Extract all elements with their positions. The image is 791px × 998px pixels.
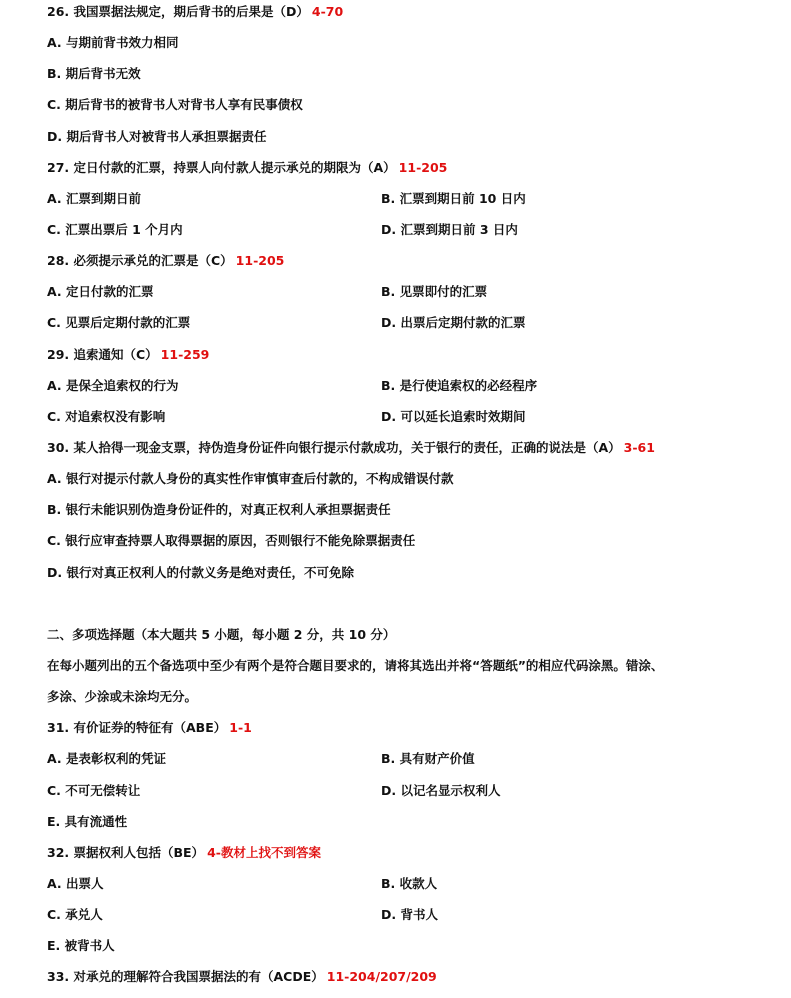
answer-reference: 4-教材上找不到答案 (207, 844, 321, 860)
option: C. 对追索权没有影响 (47, 408, 166, 424)
option: B. 见票即付的汇票 (381, 284, 488, 300)
option: B. 期后背书无效 (47, 66, 141, 82)
option: B. 银行未能识别伪造身份证件的，对真正权利人承担票据责任 (47, 502, 391, 518)
option: C. 期后背书的被背书人对背书人享有民事债权 (47, 97, 303, 113)
option: A. 汇票到期日前 (47, 190, 142, 206)
option: A. 出票人 (47, 875, 104, 891)
option: C. 银行应审查持票人取得票据的原因，否则银行不能免除票据责任 (47, 533, 416, 549)
option: C. 不可无偿转让 (47, 782, 141, 798)
question-stem: 27. 定日付款的汇票，持票人向付款人提示承兑的期限为（A） (47, 159, 396, 175)
option: D. 以记名显示权利人 (381, 782, 501, 798)
option-row (47, 899, 791, 930)
option: B. 汇票到期日前 10 日内 (381, 190, 526, 206)
answer-reference: 4-70 (311, 4, 344, 19)
option: A. 与期前背书效力相同 (47, 35, 179, 51)
option: C. 见票后定期付款的汇票 (47, 315, 191, 331)
option-row (47, 743, 791, 774)
answer-reference: 11-205 (398, 159, 448, 175)
option: D. 可以延长追索时效期间 (381, 408, 526, 424)
option: E. 被背书人 (47, 938, 115, 954)
question-stem: 29. 追索通知（C） (47, 346, 158, 362)
question-stem: 28. 必须提示承兑的汇票是（C） (47, 253, 233, 269)
option: D. 背书人 (381, 907, 438, 923)
question-stem: 30. 某人拾得一现金支票，持伪造身份证件向银行提示付款成功，关于银行的责任，正确的说法是（A） (47, 439, 621, 455)
answer-reference: 11-204/207/209 (326, 969, 437, 985)
spacer (47, 588, 791, 619)
question-26 (47, 0, 791, 27)
question-27 (47, 152, 791, 183)
option: D. 出票后定期付款的汇票 (381, 315, 526, 331)
question-33 (47, 961, 791, 992)
answer-reference: 11-259 (160, 346, 210, 362)
question-stem: 32. 票据权利人包括（BE） (47, 844, 205, 860)
question-stem: 33. 对承兑的理解符合我国票据法的有（ACDE） (47, 969, 324, 985)
option-row (47, 868, 791, 899)
option-row (47, 775, 791, 806)
option: B. 收款人 (381, 875, 438, 891)
option: D. 银行对真正权利人的付款义务是绝对责任，不可免除 (47, 564, 354, 580)
option: A. 定日付款的汇票 (47, 284, 154, 300)
answer-reference: 1-1 (229, 720, 252, 736)
option-row (47, 307, 791, 338)
answer-reference: 11-205 (235, 253, 285, 269)
question-31 (47, 712, 791, 743)
option: D. 期后背书人对被背书人承担票据责任 (47, 128, 267, 144)
question-29 (47, 339, 791, 370)
section-instructions: 多涂、少涂或未涂均无分。 (47, 689, 198, 705)
question-stem: 26. 我国票据法规定，期后背书的后果是（D） (47, 4, 309, 19)
option: A. 是保全追索权的行为 (47, 377, 179, 393)
option: C. 承兑人 (47, 907, 103, 923)
option: D. 汇票到期日前 3 日内 (381, 221, 518, 237)
option: C. 汇票出票后 1 个月内 (47, 221, 183, 237)
option: A. 银行对提示付款人身份的真实性作审慎审查后付款的，不构成错误付款 (47, 471, 454, 487)
option: B. 是行使追索权的必经程序 (381, 377, 538, 393)
option: A. 是表彰权利的凭证 (47, 751, 167, 767)
option: B. 具有财产价值 (381, 751, 475, 767)
option: E. 具有流通性 (47, 813, 128, 829)
question-stem: 31. 有价证券的特征有（ABE） (47, 720, 227, 736)
option-row (47, 370, 791, 401)
option-row (47, 183, 791, 214)
answer-reference: 3-61 (623, 439, 655, 455)
section-instructions: 在每小题列出的五个备选项中至少有两个是符合题目要求的，请将其选出并将“答题纸”的相应代码涂黑。错涂、 (47, 657, 664, 673)
question-30 (47, 432, 791, 463)
option-row (47, 276, 791, 307)
option-row (47, 401, 791, 432)
section-title: 二、多项选择题（本大题共 5 小题，每小题 2 分，共 10 分） (47, 626, 396, 642)
exam-page (47, 0, 791, 993)
option-row (47, 214, 791, 245)
question-28 (47, 245, 791, 276)
question-32 (47, 837, 791, 868)
